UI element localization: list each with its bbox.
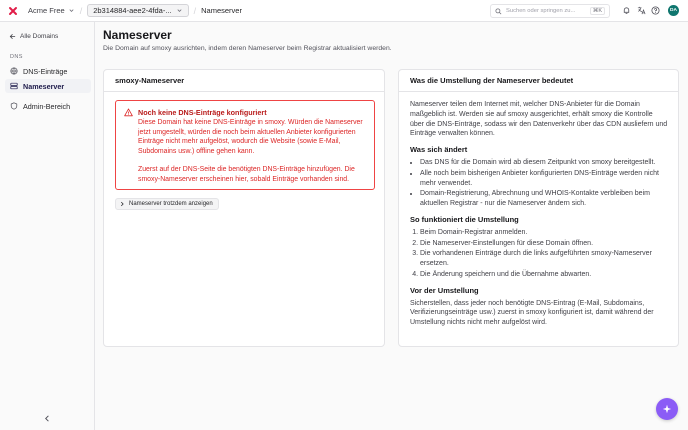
- search-input[interactable]: [490, 4, 610, 18]
- list-item: • Alle noch beim bisherigen Anbieter konfigurierten DNS-Einträge werden nicht mehr verwendet.: [420, 169, 668, 189]
- avatar[interactable]: DA: [668, 5, 679, 16]
- alert-hint: Zuerst auf der DNS-Seite die benötigten DNS-Einträge hinzufügen. Die smoxy-Nameserver erscheinen hier, sobald Einträge vorhanden sind.: [138, 166, 355, 183]
- sidebar-item-label: Nameserver: [23, 81, 65, 91]
- list-item: 2. Die Nameserver-Einstellungen für diese Domain öffnen.: [420, 239, 668, 249]
- breadcrumb-separator: /: [79, 5, 83, 16]
- breadcrumb-separator: /: [193, 5, 197, 16]
- info-card: [398, 69, 679, 347]
- warning-icon: [124, 108, 133, 117]
- no-dns-alert: [115, 100, 375, 190]
- sidebar-item-nameserver[interactable]: [5, 79, 91, 93]
- list-item: 1. Beim Domain-Registrar anmelden.: [420, 228, 668, 238]
- translate-icon[interactable]: [636, 5, 647, 16]
- list-item: • Das DNS für die Domain wird ab diesem Zeitpunkt von smoxy bereitgestellt.: [420, 158, 668, 168]
- alert-title: Noch keine DNS-Einträge konfiguriert: [138, 108, 267, 117]
- page-title: Nameserver: [103, 28, 172, 42]
- sidebar-item-label: DNS-Einträge: [23, 66, 68, 76]
- sidebar-section-label: DNS: [10, 54, 23, 60]
- search-icon: [495, 8, 502, 15]
- top-bar: [0, 0, 688, 22]
- info-content: [410, 100, 668, 328]
- back-to-domains-link[interactable]: [9, 33, 58, 40]
- howto-heading: So funktioniert die Umstellung: [410, 214, 519, 224]
- sidebar: [0, 22, 95, 430]
- sidebar-item-admin[interactable]: [5, 99, 91, 113]
- server-icon: [10, 82, 18, 90]
- changes-heading: Was sich ändert: [410, 145, 468, 155]
- steps-list: [410, 228, 668, 280]
- chevron-down-icon: [68, 7, 75, 14]
- assistant-fab-button[interactable]: [656, 398, 678, 420]
- before-text: Sicherstellen, dass jeder noch benötigte DNS-Eintrag (E-Mail, Subdomains, Verifizierungseinträge usw.) zuerst in smoxy konfiguriert ist, damit während der Umstellung nichts nicht mehr aufgelöst wird.: [410, 299, 654, 327]
- nameserver-card: [103, 69, 385, 347]
- card-title: smoxy-Nameserver: [104, 70, 384, 92]
- org-name: Acme Free: [28, 6, 65, 15]
- alert-body: Diese Domain hat keine DNS-Einträge in smoxy. Würden die Nameserver jetzt umgestellt, würden die noch beim aktuellen Anbieter konfigurierten Einträge nicht mehr aufgelöst, wodurch die Website (sowie E-Mail, Subdomains usw.) offline gehen kann.: [138, 119, 363, 155]
- help-icon[interactable]: [650, 5, 661, 16]
- domain-switcher[interactable]: [87, 4, 188, 17]
- page-subtitle: Die Domain auf smoxy ausrichten, indem deren Nameserver beim Registrar aktualisiert werden.: [103, 45, 392, 52]
- search-shortcut: ⌘K: [590, 7, 605, 15]
- breadcrumb-current: Nameserver: [201, 6, 242, 15]
- sidebar-item-label: Admin-Bereich: [23, 101, 71, 111]
- list-item: • Domain-Registrierung, Abrechnung und WHOIS-Kontakte verbleiben beim aktuellen Registrar - nur die Nameserver ändern sich.: [420, 189, 668, 209]
- changes-list: [410, 158, 668, 209]
- card-title: Was die Umstellung der Nameserver bedeutet: [399, 70, 678, 92]
- search-placeholder: Suchen oder springen zu...: [506, 8, 576, 14]
- arrow-left-icon: [9, 33, 16, 40]
- main-content: [95, 22, 688, 430]
- domain-id: 2b314884-aee2-4fda-...: [93, 6, 172, 15]
- chevron-down-icon: [176, 7, 183, 14]
- shield-icon: [10, 102, 18, 110]
- show-nameserver-anyway-button[interactable]: [115, 198, 219, 210]
- chevron-right-icon: [119, 201, 125, 207]
- org-switcher[interactable]: [28, 6, 75, 15]
- list-item: 3. Die vorhandenen Einträge durch die links aufgeführten smoxy-Nameserver ersetzen.: [420, 249, 668, 269]
- bell-icon[interactable]: [621, 5, 632, 16]
- button-label: Nameserver trotzdem anzeigen: [129, 201, 213, 207]
- sparkle-icon: [662, 404, 672, 414]
- globe-icon: [10, 67, 18, 75]
- app-logo-icon[interactable]: [7, 5, 19, 17]
- info-intro: Nameserver teilen dem Internet mit, welcher DNS-Anbieter für die Domain maßgeblich ist. Werden sie auf smoxy ausgerichtet, erhält smoxy die Kontrolle über die DNS-Einträge, sodass wir den Datenverkehr über das CDN ausliefern und Einträge verwalten können.: [410, 101, 668, 138]
- back-label: Alle Domains: [20, 33, 59, 40]
- list-item: 4. Die Änderung speichern und die Übernahme abwarten.: [420, 270, 668, 280]
- sidebar-item-dns-entries[interactable]: [5, 64, 91, 78]
- before-heading: Vor der Umstellung: [410, 285, 479, 295]
- chevron-left-icon[interactable]: [43, 414, 52, 423]
